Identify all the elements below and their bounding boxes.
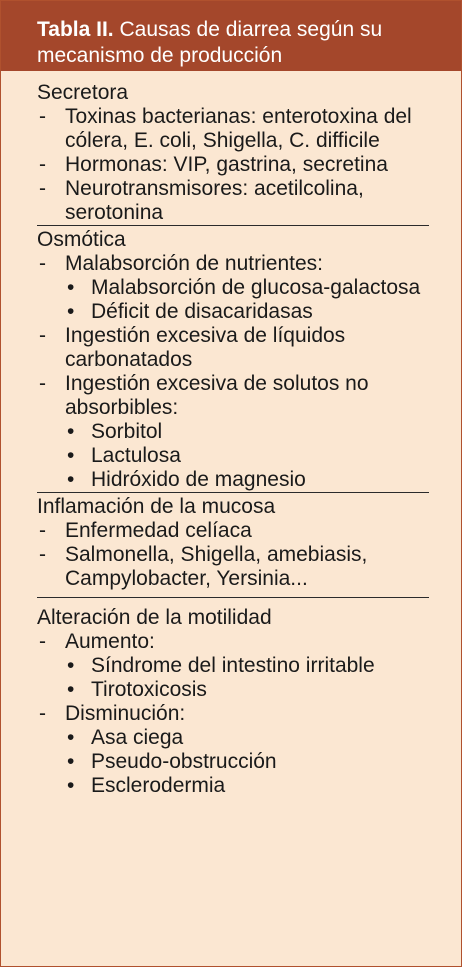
item-list <box>37 519 429 591</box>
list-item-text: Aumento: <box>65 630 155 653</box>
list-item-text: Ingestión excesiva de solutos no absorbibles: <box>65 372 369 419</box>
list-item <box>37 372 429 492</box>
subitem-list <box>65 726 429 798</box>
section-title: Secretora <box>37 81 129 104</box>
list-item <box>37 252 429 324</box>
list-item: - Neurotransmisores: acetilcolina, serotonina <box>37 177 429 225</box>
list-item: - Ingestión excesiva de líquidos carbonatados <box>37 324 429 372</box>
section-title: Inflamación de la mucosa <box>37 495 276 518</box>
sub-list-item: • Esclerodermia <box>65 774 429 798</box>
sub-list-item: • Asa ciega <box>65 726 429 750</box>
section-motilidad <box>37 597 429 798</box>
subitem-list <box>65 276 429 324</box>
list-item-text: Malabsorción de nutrientes: <box>65 252 323 275</box>
table-label: Tabla II. <box>37 18 114 41</box>
sub-list-item: • Lactulosa <box>65 444 429 468</box>
item-list <box>37 252 429 492</box>
list-item: - Enfermedad celíaca <box>37 519 429 543</box>
list-item <box>37 702 429 798</box>
list-item: - Salmonella, Shigella, amebiasis, Campylobacter, Yersinia... <box>37 543 429 591</box>
sub-list-item: • Hidróxido de magnesio <box>65 468 429 492</box>
sub-list-item: • Síndrome del intestino irritable <box>65 654 429 678</box>
section-title: Alteración de la motilidad <box>37 606 272 629</box>
sub-list-item: • Sorbitol <box>65 420 429 444</box>
sub-list-item: • Malabsorción de glucosa-galactosa <box>65 276 429 300</box>
section-title: Osmótica <box>37 228 126 251</box>
item-list <box>37 105 429 225</box>
item-list <box>37 630 429 798</box>
sub-list-item: • Tirotoxicosis <box>65 678 429 702</box>
section-secretora <box>37 81 429 225</box>
sub-list-item: • Déficit de disacaridasas <box>65 300 429 324</box>
table-header <box>1 1 461 71</box>
section-osmotica <box>37 225 429 492</box>
list-item-text: Disminución: <box>65 702 186 725</box>
subitem-list <box>65 420 429 492</box>
table-body <box>1 71 461 798</box>
list-item: - Hormonas: VIP, gastrina, secretina <box>37 153 429 177</box>
subitem-list <box>65 654 429 702</box>
section-inflamacion <box>37 492 429 597</box>
table-title: Causas de diarrea según su mecanismo de producción <box>37 18 383 67</box>
list-item: - Toxinas bacterianas: enterotoxina del cólera, E. coli, Shigella, C. difficile <box>37 105 429 153</box>
list-item <box>37 630 429 702</box>
sub-list-item: • Pseudo-obstrucción <box>65 750 429 774</box>
